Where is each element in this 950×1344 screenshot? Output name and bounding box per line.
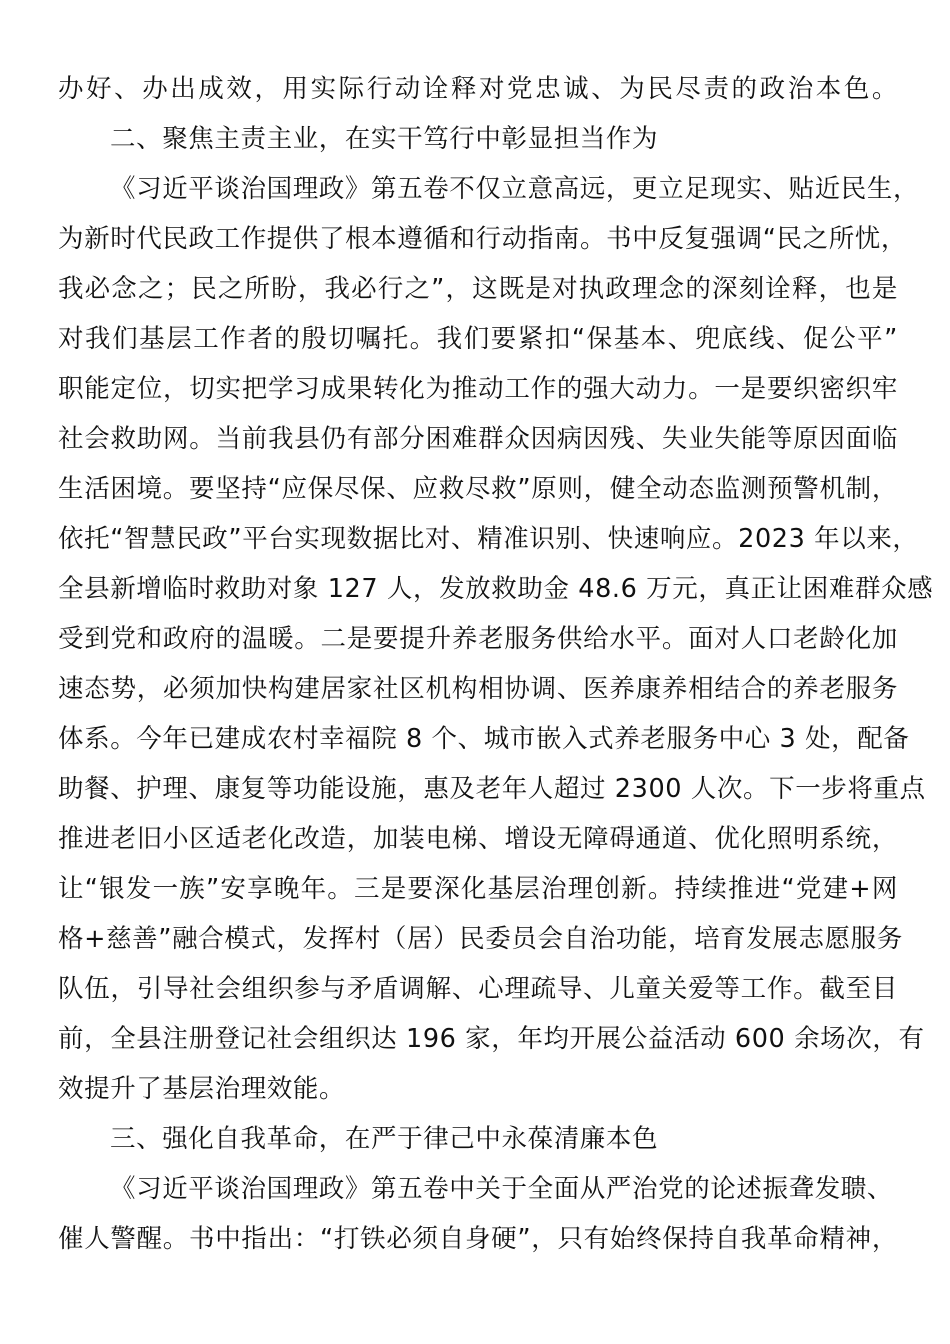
text-line: 催人警醒。书中指出：“打铁必须自身硬”，只有始终保持自我革命精神， [58, 1224, 898, 1254]
text-line: 对我们基层工作者的殷切嘱托。我们要紧扣“保基本、兜底线、促公平” [58, 324, 898, 354]
text-line: 格+慈善”融合模式，发挥村（居）民委员会自治功能，培育发展志愿服务 [58, 924, 903, 954]
text-line: 《习近平谈治国理政》第五卷不仅立意高远，更立足现实、贴近民生， [110, 174, 920, 204]
text-line: 让“银发一族”安享晚年。三是要深化基层治理创新。持续推进“党建+网 [58, 874, 898, 904]
text-line: 速态势，必须加快构建居家社区机构相协调、医养康养相结合的养老服务 [58, 674, 898, 704]
text-line: 队伍，引导社会组织参与矛盾调解、心理疏导、儿童关爱等工作。截至目 [58, 974, 898, 1004]
text-line: 依托“智慧民政”平台实现数据比对、精准识别、快速响应。2023 年以来， [58, 524, 919, 554]
text-line: 效提升了基层治理效能。 [58, 1074, 346, 1104]
section-heading-2: 二、聚焦主责主业，在实干笃行中彰显担当作为 [110, 124, 659, 154]
text-line: 办好、办出成效，用实际行动诠释对党忠诚、为民尽责的政治本色。 [58, 74, 898, 104]
text-line: 全县新增临时救助对象 127 人，发放救助金 48.6 万元，真正让困难群众感 [58, 574, 934, 604]
text-line: 受到党和政府的温暖。二是要提升养老服务供给水平。面对人口老龄化加 [58, 624, 898, 654]
text-line: 推进老旧小区适老化改造，加装电梯、增设无障碍通道、优化照明系统， [58, 824, 898, 854]
text-line: 社会救助网。当前我县仍有部分困难群众因病因残、失业失能等原因面临 [58, 424, 898, 454]
text-line: 生活困境。要坚持“应保尽保、应救尽救”原则，健全动态监测预警机制， [58, 474, 898, 504]
text-line: 前，全县注册登记社会组织达 196 家，年均开展公益活动 600 余场次，有 [58, 1024, 925, 1054]
text-line: 我必念之；民之所盼，我必行之”，这既是对执政理念的深刻诠释，也是 [58, 274, 898, 304]
text-line: 《习近平谈治国理政》第五卷中关于全面从严治党的论述振聋发聩、 [110, 1174, 894, 1204]
text-line: 职能定位，切实把学习成果转化为推动工作的强大动力。一是要织密织牢 [58, 374, 898, 404]
text-line: 助餐、护理、康复等功能设施，惠及老年人超过 2300 人次。下一步将重点 [58, 774, 926, 804]
text-line: 为新时代民政工作提供了根本遵循和行动指南。书中反复强调“民之所忧， [58, 224, 908, 254]
text-line: 体系。今年已建成农村幸福院 8 个、城市嵌入式养老服务中心 3 处，配备 [58, 724, 910, 754]
section-heading-3: 三、强化自我革命，在严于律己中永葆清廉本色 [110, 1124, 659, 1154]
